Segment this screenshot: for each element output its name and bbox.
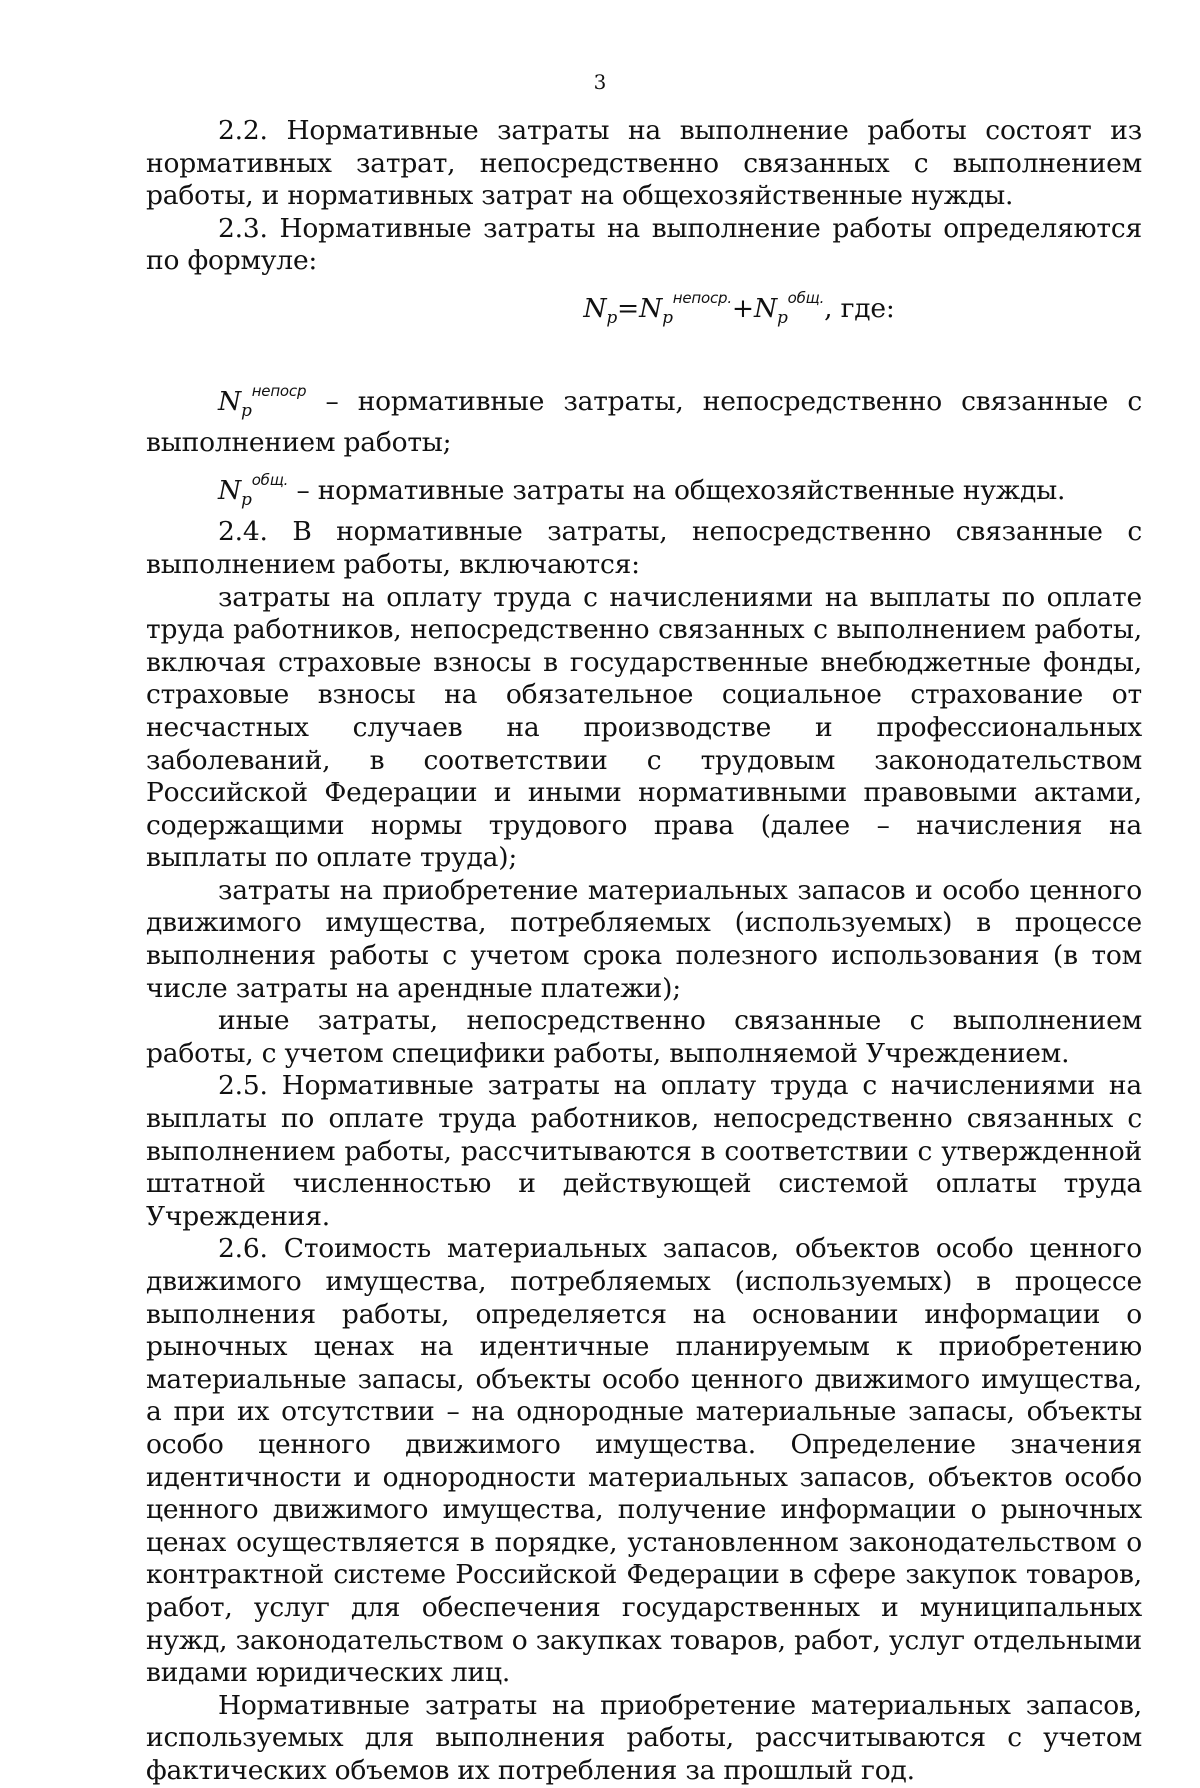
document-body [146, 115, 1142, 1788]
paragraph-2-4-materials: затраты на приобретение материальных запасов и особо ценного движимого имущества, потребляемых (используемых) в процессе выполнения работы с учетом срока полезного использования (в том числе затраты на арендные платежи); [146, 874, 1142, 1004]
paragraph-material-costs: Нормативные затраты на приобретение материальных запасов, используемых для выполнения работы, рассчитываются с учетом фактических объемов их потребления за прошлый год. [146, 1689, 1142, 1786]
paragraph-2-6: 2.6. Стоимость материальных запасов, объектов особо ценного движимого имущества, потребляемых (используемых) в процессе выполнения работы, определяется на основании информации о рыночных ценах на идентичные планируемым к приобретению материальные запасы, объекты особо ценного движимого имущества, а при их отсутствии – на однородные материальные запасы, объекты особо ценного движимого имущества. Определение значения идентичности и однородности материальных запасов, объектов особо ценного движимого имущества, получение информации о рыночных ценах осуществляется в порядке, установленном законодательством о контрактной системе Российской Федерации в сфере закупок товаров, работ, услуг для обеспечения государственных и муниципальных нужд, законодательством о закупках товаров, работ, услуг отдельными видами юридических лиц. [146, 1233, 1142, 1689]
definition-general-costs: $N_p^{общ.}$ – нормативные затраты на общехозяйственные нужды. [218, 470, 1066, 510]
paragraph-2-4-labor: затраты на оплату труда с начислениями на выплаты по оплате труда работников, непосредственно связанных с выполнением работы, включая страховые взносы в государственные внебюджетные фонды, страховые взносы на обязательное социальное страхование от несчастных случаев на производстве и профессиональных заболеваний, в соответствии с трудовым законодательством Российской Федерации и иными нормативными правовыми актами, содержащими нормы трудового права (далее – начисления на выплаты по оплате труда); [146, 581, 1142, 874]
page-number: 3 [593, 70, 607, 94]
paragraph-2-5: 2.5. Нормативные затраты на оплату труда с начислениями на выплаты по оплате труда работников, непосредственно связанных с выполнением работы, рассчитываются в соответствии с утвержденной штатной численностью и действующей системой оплаты труда Учреждения. [146, 1070, 1142, 1232]
paragraph-2-4: 2.4. В нормативные затраты, непосредственно связанные с выполнением работы, включаются: [146, 516, 1142, 580]
paragraph-2-4-other: иные затраты, непосредственно связанные с выполнением работы, с учетом специфики работы, выполняемой Учреждением. [146, 1005, 1142, 1069]
definition-direct-costs: $N_p^{непоср}$ – нормативные затраты, непосредственно связанные с выполнением работы; [146, 381, 1142, 459]
paragraph-2-2: 2.2. Нормативные затраты на выполнение работы состоят из нормативных затрат, непосредственно связанных с выполнением работы, и нормативных затрат на общехозяйственные нужды. [146, 115, 1142, 212]
cost-formula: $N_p=N_p^{непоср.}+N_p^{общ.}$, где: [583, 288, 895, 328]
paragraph-2-3: 2.3. Нормативные затраты на выполнение работы определяются по формуле: [146, 212, 1142, 277]
